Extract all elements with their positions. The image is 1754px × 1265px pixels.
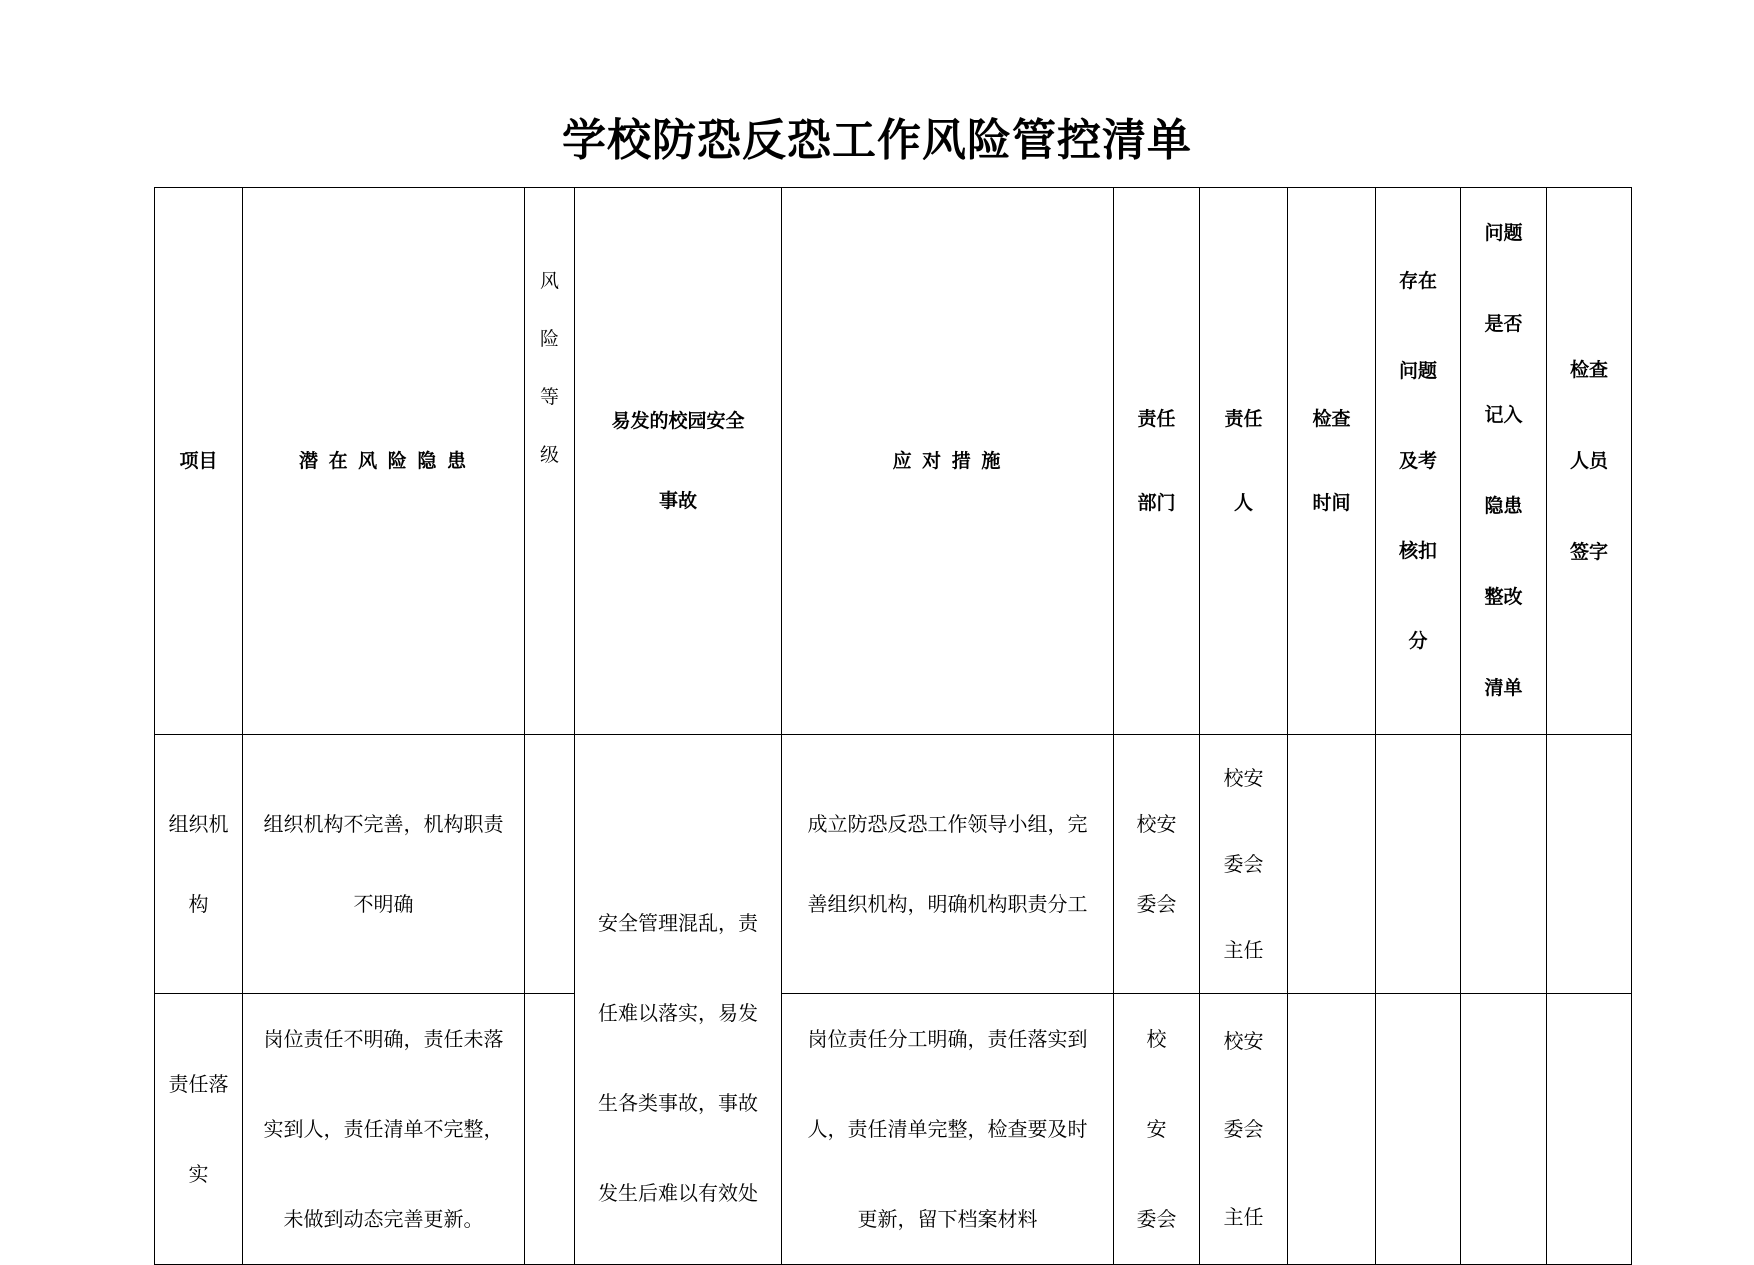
hazard-line: 未做到动态完善更新。 xyxy=(283,1207,484,1231)
risk-control-table xyxy=(154,187,1632,1265)
person-cell xyxy=(1200,994,1288,1265)
page-title: 学校防恐反恐工作风险管控清单 xyxy=(562,115,1192,166)
measure-line: 人，责任清单完整，检查要及时 xyxy=(807,1117,1088,1141)
header-sign-line: 人员 xyxy=(1569,449,1608,472)
hazard-cell xyxy=(243,735,525,994)
check-time-cell[interactable] xyxy=(1288,994,1376,1265)
problems-cell[interactable] xyxy=(1376,994,1461,1265)
signature-cell[interactable] xyxy=(1547,994,1632,1265)
measure-line: 善组织机构，明确机构职责分工 xyxy=(807,892,1088,916)
header-problems-line: 分 xyxy=(1408,630,1428,652)
person-line: 委会 xyxy=(1223,1117,1264,1141)
header-problems-line: 问题 xyxy=(1398,360,1437,382)
measure-line: 成立防恐反恐工作领导小组，完 xyxy=(807,812,1088,836)
table-row xyxy=(155,994,1632,1265)
header-dept-line: 责任 xyxy=(1137,408,1176,430)
header-project xyxy=(155,188,243,735)
header-accident-line: 事故 xyxy=(658,490,697,512)
header-problems-line: 存在 xyxy=(1398,270,1437,292)
header-dept-line: 部门 xyxy=(1137,492,1176,514)
header-level-char: 级 xyxy=(539,444,559,466)
header-person xyxy=(1200,188,1288,735)
risk-level-cell[interactable] xyxy=(525,735,575,994)
project-cell xyxy=(155,994,243,1265)
person-line: 校安 xyxy=(1223,766,1264,790)
header-inlist-line: 隐患 xyxy=(1484,495,1523,517)
problems-cell[interactable] xyxy=(1376,735,1461,994)
header-time-line: 时间 xyxy=(1312,492,1351,514)
accident-line: 生各类事故，事故 xyxy=(598,1091,758,1115)
header-problems-line: 核扣 xyxy=(1398,540,1437,562)
header-check-time xyxy=(1288,188,1376,735)
header-hazard-label: 潜 在 风 险 隐 患 xyxy=(298,450,469,472)
check-time-cell[interactable] xyxy=(1288,735,1376,994)
measure-cell xyxy=(782,735,1114,994)
person-cell xyxy=(1200,735,1288,994)
project-cell xyxy=(155,735,243,994)
header-problems-line: 及考 xyxy=(1398,450,1437,472)
person-line: 主任 xyxy=(1223,1205,1264,1229)
accident-line: 任难以落实，易发 xyxy=(598,1001,758,1025)
project-line: 实 xyxy=(188,1162,209,1186)
header-time-line: 检查 xyxy=(1312,408,1351,430)
project-line: 责任落 xyxy=(168,1072,229,1096)
signature-cell[interactable] xyxy=(1547,735,1632,994)
header-inlist-line: 是否 xyxy=(1484,313,1523,335)
header-row xyxy=(155,188,1632,735)
in-list-cell[interactable] xyxy=(1461,994,1547,1265)
hazard-line: 不明确 xyxy=(353,892,414,916)
person-line: 委会 xyxy=(1223,852,1264,876)
header-in-list xyxy=(1461,188,1547,735)
risk-level-cell[interactable] xyxy=(525,994,575,1265)
dept-line: 校安 xyxy=(1136,812,1177,836)
measure-cell xyxy=(782,994,1114,1265)
accident-line: 发生后难以有效处 xyxy=(598,1181,758,1205)
accident-cell xyxy=(575,735,782,1265)
person-line: 主任 xyxy=(1223,938,1264,962)
accident-line: 安全管理混乱，责 xyxy=(598,911,758,935)
hazard-line: 岗位责任不明确，责任未落 xyxy=(263,1027,504,1051)
header-inlist-line: 问题 xyxy=(1484,222,1523,244)
in-list-cell[interactable] xyxy=(1461,735,1547,994)
header-risk-level xyxy=(525,188,575,735)
header-inlist-line: 整改 xyxy=(1484,586,1523,608)
header-accident-line: 易发的校园安全 xyxy=(611,410,745,432)
header-problems xyxy=(1376,188,1461,735)
header-sign-line: 检查 xyxy=(1569,358,1608,381)
project-line: 组织机 xyxy=(168,812,229,836)
header-hazard xyxy=(243,188,525,735)
header-accident xyxy=(575,188,782,735)
dept-cell xyxy=(1114,994,1200,1265)
header-sign-line: 签字 xyxy=(1569,540,1608,563)
header-person-line: 责任 xyxy=(1224,408,1263,430)
header-measures-label: 应 对 措 施 xyxy=(892,450,1003,472)
header-inlist-line: 清单 xyxy=(1484,677,1523,699)
header-inlist-line: 记入 xyxy=(1484,404,1523,426)
header-measures xyxy=(782,188,1114,735)
header-signature xyxy=(1547,188,1632,735)
hazard-line: 实到人，责任清单不完整， xyxy=(263,1117,504,1141)
table-row xyxy=(155,735,1632,994)
measure-line: 更新，留下档案材料 xyxy=(857,1207,1038,1231)
dept-line: 委会 xyxy=(1136,1207,1177,1231)
measure-line: 岗位责任分工明确，责任落实到 xyxy=(807,1027,1088,1051)
header-level-char: 险 xyxy=(539,328,559,350)
dept-cell xyxy=(1114,735,1200,994)
hazard-cell xyxy=(243,994,525,1265)
project-line: 构 xyxy=(188,892,209,916)
dept-line: 委会 xyxy=(1136,892,1177,916)
person-line: 校安 xyxy=(1223,1029,1264,1053)
hazard-line: 组织机构不完善，机构职责 xyxy=(263,812,504,836)
header-dept xyxy=(1114,188,1200,735)
dept-line: 校安 xyxy=(1146,1027,1189,1141)
header-level-char: 风 xyxy=(539,270,559,292)
header-project-label: 项目 xyxy=(179,450,218,472)
header-person-line: 人 xyxy=(1233,492,1253,514)
header-level-char: 等 xyxy=(539,386,559,408)
